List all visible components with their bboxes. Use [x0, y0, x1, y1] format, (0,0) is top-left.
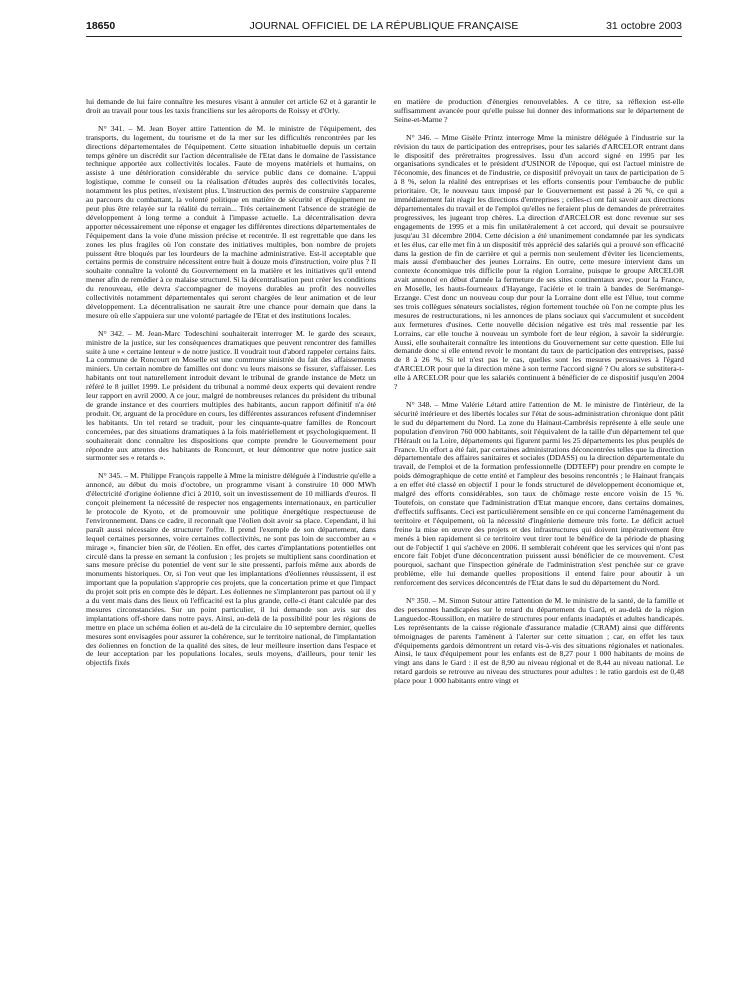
question-350: N° 350. – M. Simon Sutour attire l'attention de M. le ministre de la santé, de la famille et des personnes handicapées sur le retard du département du Gard, et au-delà de la région Languedoc-Roussillon, en matière de structures pour enfants inadaptés et adultes handicapés. Les représentants de la caisse régionale d'assurance maladie (CRAM) ainsi que différents témoignages de parents l'amènent à l'alerter sur cette situation ; car, en effet les taux d'équipements gardois démontrent un retard vis-à-vis des situations régionales et nationales. Ainsi, le taux d'équipement pour les enfants est de 8,27 pour 1 000 habitants de moins de vingt ans dans le Gard : il est de 8,90 au niveau régional et de 8,44 au niveau national. Le retard gardois se retrouve au niveau des structures pour adultes : le ratio gardois est de 0,48 place pour 1 000 habitants entre vingt et [394, 596, 684, 686]
journal-title: JOURNAL OFFICIEL DE LA RÉPUBLIQUE FRANÇAISE [249, 20, 519, 32]
issue-date: 31 octobre 2003 [606, 20, 682, 32]
header-rule [86, 36, 682, 37]
question-342: N° 342. – M. Jean-Marc Todeschini souhaiterait interroger M. le garde des sceaux, ministre de la justice, sur les conséquences dramatiques que peuvent rencontrer des familles suite à une « certaine lenteur » de notre justice. Il voudrait tout d'abord rappeler certains faits. La commune de Roncourt en Moselle est une commune sinistrée du fait des affaissements miniers. Un certain nombre de familles ont donc vu leurs maisons se fissurer, s'affaisser. Les habitants ont tout naturellement introduit devant le tribunal de grande instance de Metz un référé le 8 juillet 1999. Le président du tribunal a nommé deux experts qui devaient rendre leur rapport en avril 2000. A ce jour, malgré de nombreuses relances du président du tribunal de grande instance et des courriers multiples des habitants, aucun rapport définitif n'a été produit. Or, arguant de la procédure en cours, les différentes assurances refusent d'indemniser les habitants. Un tel retard se traduit, pour les cinquante-quatre familles de Roncourt concernées, par des situations dramatiques à la fois matériellement et psychologiquement. Il souhaiterait donc connaître les dispositions que compte prendre le Gouvernement pour répondre aux attentes des habitants de Roncourt, et leur démontrer que notre justice sait surmonter ses « retards ». [86, 328, 376, 463]
paragraph-continuation: lui demande de lui faire connaître les mesures visant à annuler cet article 62 et à garantir le droit au travail pour tous les taxis franciliens sur les aéroports de Roissy et d'Orly. [86, 98, 376, 115]
right-column [394, 98, 684, 982]
paragraph-continuation-345: en matière de production d'énergies renouvelables. A ce titre, sa réflexion est-elle suffisamment avancée pour qu'elle puisse lui donner des informations sur le département de Seine-et-Marne ? [394, 98, 684, 124]
question-345: N° 345. – M. Philippe François rappelle à Mme la ministre déléguée à l'industrie qu'elle a annoncé, au début du mois d'octobre, un programme visant à construire 10 000 MWh d'électricité d'origine éolienne d'ici à 2010, soit un investissement de 10 milliards d'euros. Il conçoit pleinement la nécessité de respecter nos engagements internationaux, en particulier le protocole de Kyoto, et de promouvoir une politique énergétique respectueuse de l'environnement. Dans ce cadre, il reconnaît que l'éolien doit avoir sa place. Cependant, il lui paraît aussi nécessaire de structurer l'offre. Il prend l'exemple de son département, dans lequel certaines personnes, voire certaines collectivités, ne sont pas loin de succomber au « mirage », financier bien sûr, de l'éolien. En effet, des cartes d'implantations potentielles ont circulé dans la presse en semant la confusion ; les projets se multiplient sans coordination et sans mesure précise du potentiel de vent sur le site pressenti, parfois même aux abords de monuments historiques. Or, si l'on veut que les implantations d'éoliennes réussissent, il est important que la population s'approprie ces projets, que la concertation prime et que l'impact du projet soit pris en compte dès le départ. Les éoliennes ne s'implanteront pas partout où il y a du vent mais dans des lieux où l'efficacité est la plus grande, celle-ci étant calculée par des mesures circonstanciées. Sur un point particulier, il lui demande son avis sur des implantations off-shore dans notre pays. Ainsi, au-delà de la possibilité pour les régions de mettre en place un schéma éolien et au-delà de la circulaire du 10 septembre dernier, quelles mesures sont envisagées pour assurer la cohérence, sur le territoire national, de l'implantation des éoliennes en fonction de la qualité des sites, de leur meilleure insertion dans l'espace et de leur acceptation par les populations locales, seuls moyens, d'ailleurs, pour tenir les objectifs fixés [86, 471, 376, 668]
page-number: 18650 [86, 20, 116, 32]
question-341: N° 341. – M. Jean Boyer attire l'attention de M. le ministre de l'équipement, des transports, du logement, du tourisme et de la mer sur les difficultés rencontrées par les directions départementales de l'équipement. Cette situation inhabituelle depuis un certain temps génère un discrédit sur l'action décentralisée de l'Etat dans le domaine de l'assistance technique apportée aux collectivités locales. Faute de moyens matériels et humains, on assiste à une détérioration considérable du service public dans ce domaine. L'appui logistique, comme le conseil ou la réalisation d'études auprès des collectivités locales, notamment les plus petites, n'existent plus. L'instruction des permis de construire s'apparente au parcours du combattant, la volonté politique en matière de sécurité et d'équipement ne peut plus être relayée sur la réalité du terrain... Très certainement l'absence de stratégie de développement à long terme a conduit à l'impasse actuelle. La décentralisation devra apporter nécessairement une réponse et engager les différentes directions départementales de l'équipement dans la voie d'une mission précise et recentrée. Il est regrettable que dans les zones les plus fragiles où l'on constate des initiatives multiples, bon nombre de projets puissent être bloqués par les lourdeurs de la machine administrative. Est-il acceptable que certains permis de construire nécessitent entre huit à douze mois d'instruction, voire plus ? Il souhaite connaître la volonté du Gouvernement en la matière et les initiatives qu'il entend mener afin de remédier à ce malaise structurel. Si la décentralisation peut créer les conditions du renouveau, elle devra s'accompagner de moyens durables au profit des nouvelles collectivités notamment départementales qui seront chargées de leur animation et de leur développement. La décentralisation ne saurait être une chance pour demain que dans la mesure où elle s'appuiera sur une volonté partagée de l'Etat et des institutions locales. [86, 123, 376, 320]
question-346: N° 346. – Mme Gisèle Printz interroge Mme la ministre déléguée à l'industrie sur la révision du taux de participation des entreprises, pour les salariés d'ARCELOR entrant dans le dispositif des préretraites progressives. Issu d'un accord signé en 1995 par les organisations syndicales et le président d'USINOR de l'époque, qui est l'actuel ministre de l'économie, des finances et de l'industrie, ce dispositif prévoyait un taux de participation de 5 à 8 %, selon la réalité des entreprises et les efforts consentis pour l'embauche de public prioritaire. Or, le nouveau taux imposé par le Gouvernement est passé à 26 %, ce qui a immédiatement fait réagir les directions d'entreprises ; celles-ci ont fait savoir aux directions départementales du travail et de l'emploi qu'elles ne feraient plus de demandes de préretraites progressives, les jugeant trop chères. La direction d'ARCELOR est donc revenue sur ses engagements de 1995 et a mis fin unilatéralement à cet accord, qui devait se poursuivre jusqu'au 31 décembre 2004. Cette décision a été unanimement condamnée par les syndicats et les élus, car elle met fin à un dispositif très apprécié des salariés qui a prouvé son efficacité dans la gestion de fin de carrière et qui a permis non seulement d'éviter les licenciements, mais aussi d'embaucher des jeunes Lorrains. En outre, cette mesure intervient dans un contexte économique très difficile pour la région Lorraine, puisque le groupe ARCELOR avait annoncé en début d'année la fermeture de ses sites continentaux avec, pour la France, en Moselle, les hauts-fourneaux d'Hayange, l'aciérie et le train à bandes de Serémange-Erzange. C'est donc un nouveau coup dur pour la Lorraine dont elle est l'élue, tout comme ses trois collègues sénateurs socialistes, région fortement touchée où l'on ne compte plus les mesures de restructurations, ni les annonces de plans sociaux qui s'accumulent et succèdent aux fermetures d'usines. Cette nouvelle décision négative est très mal ressentie par les Lorrains, car elle touche à nouveau un symbole fort de leur région, à savoir la sidérurgie. Aussi, elle souhaiterait connaître les intentions du Gouvernement sur cette question. Elle lui demande donc si elle entend revoir le montant du taux de participation des entreprises, passé de 8 à 26 %. Si tel n'est pas le cas, quelles sont les mesures persuasives à l'égard d'ARCELOR pour que la direction mène à son terme l'accord signé ? Ou alors se substitera-t-elle à ARCELOR pour que les salariés continuent à bénéficier de ce dispositif jusqu'en 2004 ? [394, 132, 684, 392]
left-column [86, 98, 376, 982]
page-header [86, 20, 682, 34]
question-348: N° 348. – Mme Valérie Létard attire l'attention de M. le ministre de l'intérieur, de la sécurité intérieure et des libertés locales sur l'état de sous-administration chronique dont pâtit le sud du département du Nord. La zone du Hainaut-Cambrésis représente à elle seule une population d'environ 760 000 habitants, soit l'équivalent de la taille d'un département tel que l'Hérault ou la Loire, départements qui figurent parmi les 25 départements les plus peuplés de France. Un effort a été fait, par certaines administrations déconcentrées telles que la direction départementale des affaires sanitaires et sociales (DDASS) ou la direction départementale du travail, de l'emploi et de la formation professionnelle (DDTEFP) pour prendre en compte le poids démographique de cette entité et l'ampleur des besoins rencontrés ; le Hainaut français a en effet été classé en objectif 1 pour le fonds structurel de développement économique et, malgré des efforts considérables, son taux de chômage reste encore voisin de 15 %. Toutefois, on constate que l'administration d'Etat manque encore, dans certains domaines, d'effectifs suffisants. Ceci est particulièrement sensible en ce qui concerne l'aménagement du territoire et l'équipement, où la nécessité d'ingénierie demeure très forte. Le déficit actuel freine la mise en œuvre des projets et des infrastructures qui doivent impérativement être menés à bien rapidement si ce territoire veut tirer tout le bénéfice de la période de phasing out de l'objectif 1 qui s'achève en 2006. Il semblerait cohérent que les services qui n'ont pas encore fait l'objet d'une déconcentration puissent aussi bénéficier de ce mouvement. C'est pourquoi, sachant que l'inspection générale de l'administration s'est penchée sur ce grave problème, elle lui demande quelles propositions il entend faire pour aboutir à un renforcement des services déconcentrés de l'Etat dans le sud du département du Nord. [394, 400, 684, 588]
